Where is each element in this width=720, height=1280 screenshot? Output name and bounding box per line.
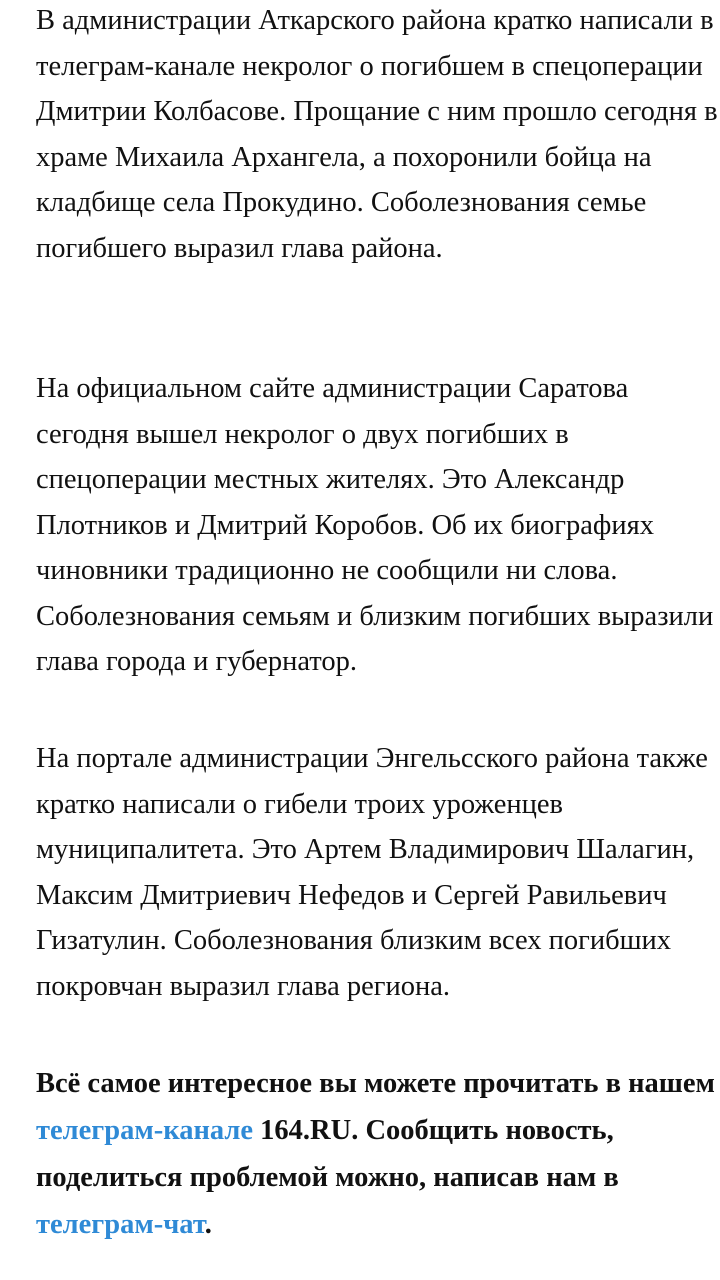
telegram-chat-link[interactable]: телеграм-чат bbox=[36, 1209, 205, 1240]
paragraph-saratov: На официальном сайте администрации Саратова сегодня вышел некролог о двух погибших в спецоперации местных жителях. Это Александр Плотников и Дмитрий Коробов. Об их биографиях чиновники традиционно не сообщили ни слова. Соболезнования семьям и близким погибших выразили глава города и губернатор. bbox=[36, 373, 714, 677]
paragraph-atkarsk: В администрации Аткарского района кратко написали в телеграм-канале некролог о погибшем в спецоперации Дмитрии Колбасове. Прощание с ним прошло сегодня в храме Михаила Архангела, а похоронили бойца на кладбище села Прокудино. Соболезнования семье погибшего выразил глава района. bbox=[36, 5, 718, 264]
paragraph-engels: На портале администрации Энгельсского района также кратко написали о гибели троих уроженцев муниципалитета. Это Артем Владимирович Шалагин, Максим Дмитриевич Нефедов и Сергей Равильевич Гизатулин. Соболезнования близким всех погибших покровчан выразил глава региона. bbox=[36, 743, 708, 1002]
promo-paragraph bbox=[36, 1060, 720, 1248]
promo-text-3: . bbox=[204, 1209, 212, 1240]
telegram-channel-link[interactable]: телеграм-канале bbox=[36, 1115, 254, 1146]
promo-text-1: Всё самое интересное вы можете прочитать в нашем bbox=[36, 1068, 715, 1099]
promo-text-2: 164.RU. Сообщить новость, поделиться проблемой можно, написав нам в bbox=[36, 1115, 619, 1193]
